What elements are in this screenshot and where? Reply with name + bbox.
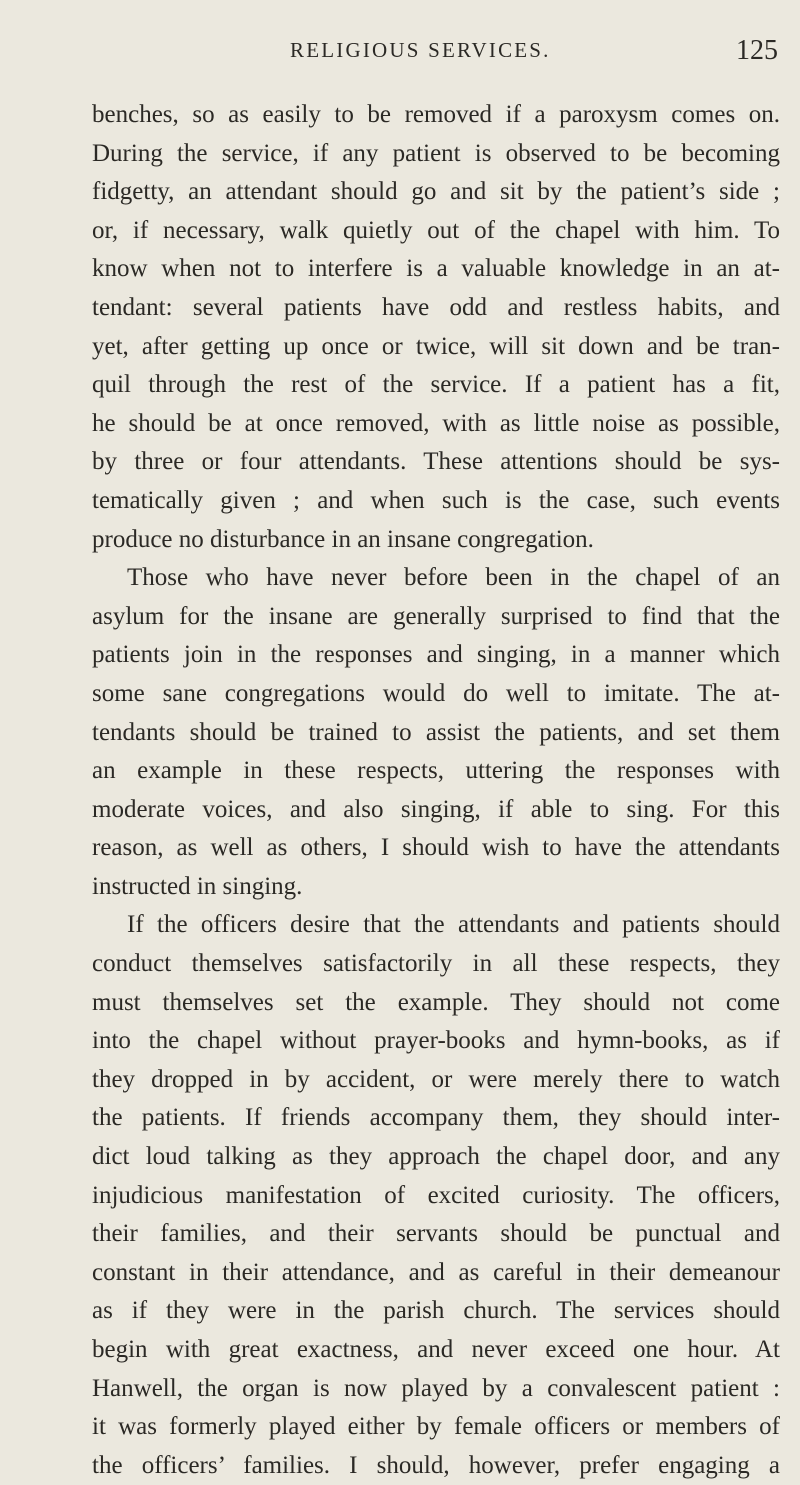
text-line: constant in their attendance, and as careful in their demeanour — [92, 1258, 780, 1286]
running-title: RELIGIOUS SERVICES. — [290, 38, 551, 62]
text-line: he should be at once removed, with as little noise as possible, — [92, 409, 780, 437]
text-line: they dropped in by accident, or were merely there to watch — [92, 1065, 780, 1093]
text-line: the patients. If friends accompany them, they should inter- — [92, 1104, 780, 1132]
text-line: tematically given ; and when such is the case, such events — [92, 486, 780, 514]
text-line: the officers’ families. I should, however, prefer engaging a — [92, 1451, 780, 1479]
text-line: reason, as well as others, I should wish to have the attendants — [92, 834, 780, 862]
text-line: asylum for the insane are generally surprised to find that the — [92, 602, 780, 630]
text-line: If the officers desire that the attendants and patients should — [127, 911, 780, 939]
text-line: patients join in the responses and singing, in a manner which — [92, 641, 780, 669]
running-head — [0, 35, 800, 68]
text-line: it was formerly played either by female officers or members of — [92, 1413, 780, 1441]
text-line: moderate voices, and also singing, if able to sing. For this — [92, 795, 780, 823]
body-text — [92, 96, 780, 1485]
text-line: must themselves set the example. They should not come — [92, 988, 780, 1016]
text-line: yet, after getting up once or twice, will sit down and be tran- — [92, 332, 780, 360]
text-line: tendant: several patients have odd and restless habits, and — [92, 293, 780, 321]
text-line: tendants should be trained to assist the patients, and set them — [92, 718, 780, 746]
text-line: Those who have never before been in the chapel of an — [127, 564, 780, 592]
text-line: produce no disturbance in an insane congregation. — [92, 525, 594, 553]
text-line: begin with great exactness, and never exceed one hour. At — [92, 1336, 780, 1363]
text-line: some sane congregations would do well to imitate. The at- — [92, 679, 780, 707]
text-line: conduct themselves satisfactorily in all these respects, they — [92, 950, 780, 978]
text-line: as if they were in the parish church. The services should — [92, 1297, 780, 1325]
text-line: into the chapel without prayer-books and hymn-books, as if — [92, 1027, 780, 1055]
text-line: Hanwell, the organ is now played by a convalescent patient : — [92, 1374, 780, 1402]
text-line: an example in these respects, uttering the responses with — [92, 757, 780, 785]
text-line: their families, and their servants should be punctual and — [92, 1220, 780, 1248]
text-line: or, if necessary, walk quietly out of the chapel with him. To — [92, 216, 780, 244]
text-line: instructed in singing. — [92, 872, 303, 900]
text-line: injudicious manifestation of excited curiosity. The officers, — [92, 1181, 780, 1209]
text-line: by three or four attendants. These attentions should be sys- — [92, 448, 780, 476]
text-line: benches, so as easily to be removed if a paroxysm comes on. — [92, 101, 780, 128]
text-line: dict loud talking as they approach the chapel door, and any — [92, 1143, 780, 1171]
page-number: 125 — [736, 35, 778, 66]
text-line: During the service, if any patient is observed to be becoming — [92, 139, 780, 167]
text-line: know when not to interfere is a valuable knowledge in an at- — [92, 255, 780, 283]
text-line: fidgetty, an attendant should go and sit by the patient’s side ; — [92, 178, 780, 206]
text-line: quil through the rest of the service. If a patient has a fit, — [92, 371, 780, 399]
